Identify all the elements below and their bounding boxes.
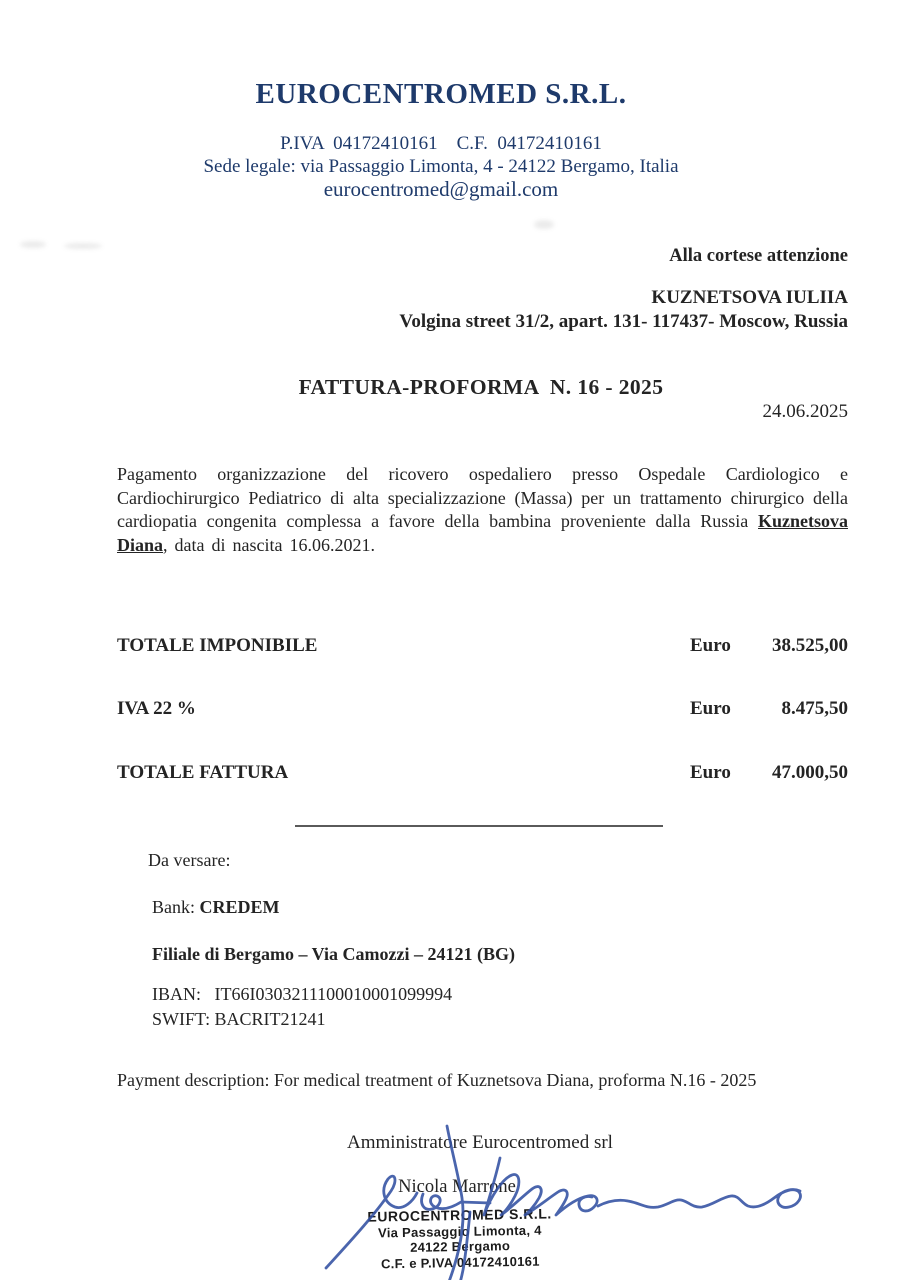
iban-label: IBAN: (152, 984, 201, 1004)
invoice-description (117, 463, 848, 557)
scan-smudge (534, 220, 554, 229)
iban-value: IT66I0303211100010001099994 (214, 984, 453, 1004)
total-label: IVA 22 % (117, 698, 196, 719)
patient-name-highlight: Kuznetsova Diana (117, 511, 848, 555)
administrator-role-line: Amministratore Eurocentromed srl (347, 1132, 613, 1153)
swift-value: BACRIT21241 (214, 1009, 326, 1029)
bank-branch: Filiale di Bergamo – Via Camozzi – 24121 (BG) (152, 944, 515, 964)
bank-name: CREDEM (199, 897, 280, 917)
stamp-company: EUROCENTROMED S.R.L. (367, 1205, 552, 1225)
swift-line (152, 1009, 326, 1030)
separator-line (295, 825, 663, 827)
attention-label: Alla cortese attenzione (669, 246, 848, 266)
currency-label: Euro (690, 635, 731, 656)
total-row-iva (117, 698, 848, 724)
company-vat-line: P.IVA 04172410161 C.F. 04172410161 (280, 133, 602, 154)
stamp-vat: C.F. e P.IVA 04172410161 (380, 1253, 540, 1271)
currency-label: Euro (690, 762, 731, 783)
scan-smudge (20, 241, 46, 248)
total-amount: 38.525,00 (772, 635, 848, 656)
recipient-address: Volgina street 31/2, apart. 131- 117437- Moscow, Russia (399, 311, 848, 332)
total-row-fattura (117, 762, 848, 788)
company-address: Sede legale: via Passaggio Limonta, 4 - 24122 Bergamo, Italia (203, 156, 679, 177)
total-amount: 47.000,50 (772, 762, 848, 783)
iban-line (152, 984, 452, 1005)
stamp-city: 24122 Bergamo (409, 1238, 511, 1255)
total-row-imponibile (117, 635, 848, 661)
invoice-title: FATTURA-PROFORMA N. 16 - 2025 (298, 375, 664, 399)
swift-label: SWIFT: (152, 1009, 211, 1029)
payment-description: Payment description: For medical treatment of Kuznetsova Diana, proforma N.16 - 2025 (117, 1070, 757, 1090)
stamp-address: Via Passaggio Limonta, 4 (377, 1222, 542, 1240)
company-email: eurocentromed@gmail.com (323, 177, 559, 201)
recipient-name: KUZNETSOVA IULIIA (651, 287, 848, 308)
company-name: EUROCENTROMED S.R.L. (255, 78, 627, 110)
bank-line (152, 897, 280, 918)
scan-smudge (64, 243, 102, 249)
signer-name: Nicola Marrone (398, 1177, 516, 1197)
total-label: TOTALE IMPONIBILE (117, 635, 318, 656)
company-stamp (7, 1200, 906, 1278)
payment-intro: Da versare: (148, 850, 231, 870)
invoice-date: 24.06.2025 (762, 401, 848, 422)
total-amount: 8.475,50 (781, 698, 848, 719)
total-label: TOTALE FATTURA (117, 762, 289, 783)
description-text: Pagamento organizzazione del ricovero ospedaliero presso Ospedale Cardiologico e Cardiochirurgico Pediatrico di alta specializzazione (Massa) per un trattamento chirurgico della cardiopatia congenita complessa a favore della bambina proveniente dalla Russia (117, 464, 848, 531)
bank-label: Bank: (152, 897, 195, 917)
description-text: , data di nascita 16.06.2021. (163, 534, 375, 555)
currency-label: Euro (690, 698, 731, 719)
